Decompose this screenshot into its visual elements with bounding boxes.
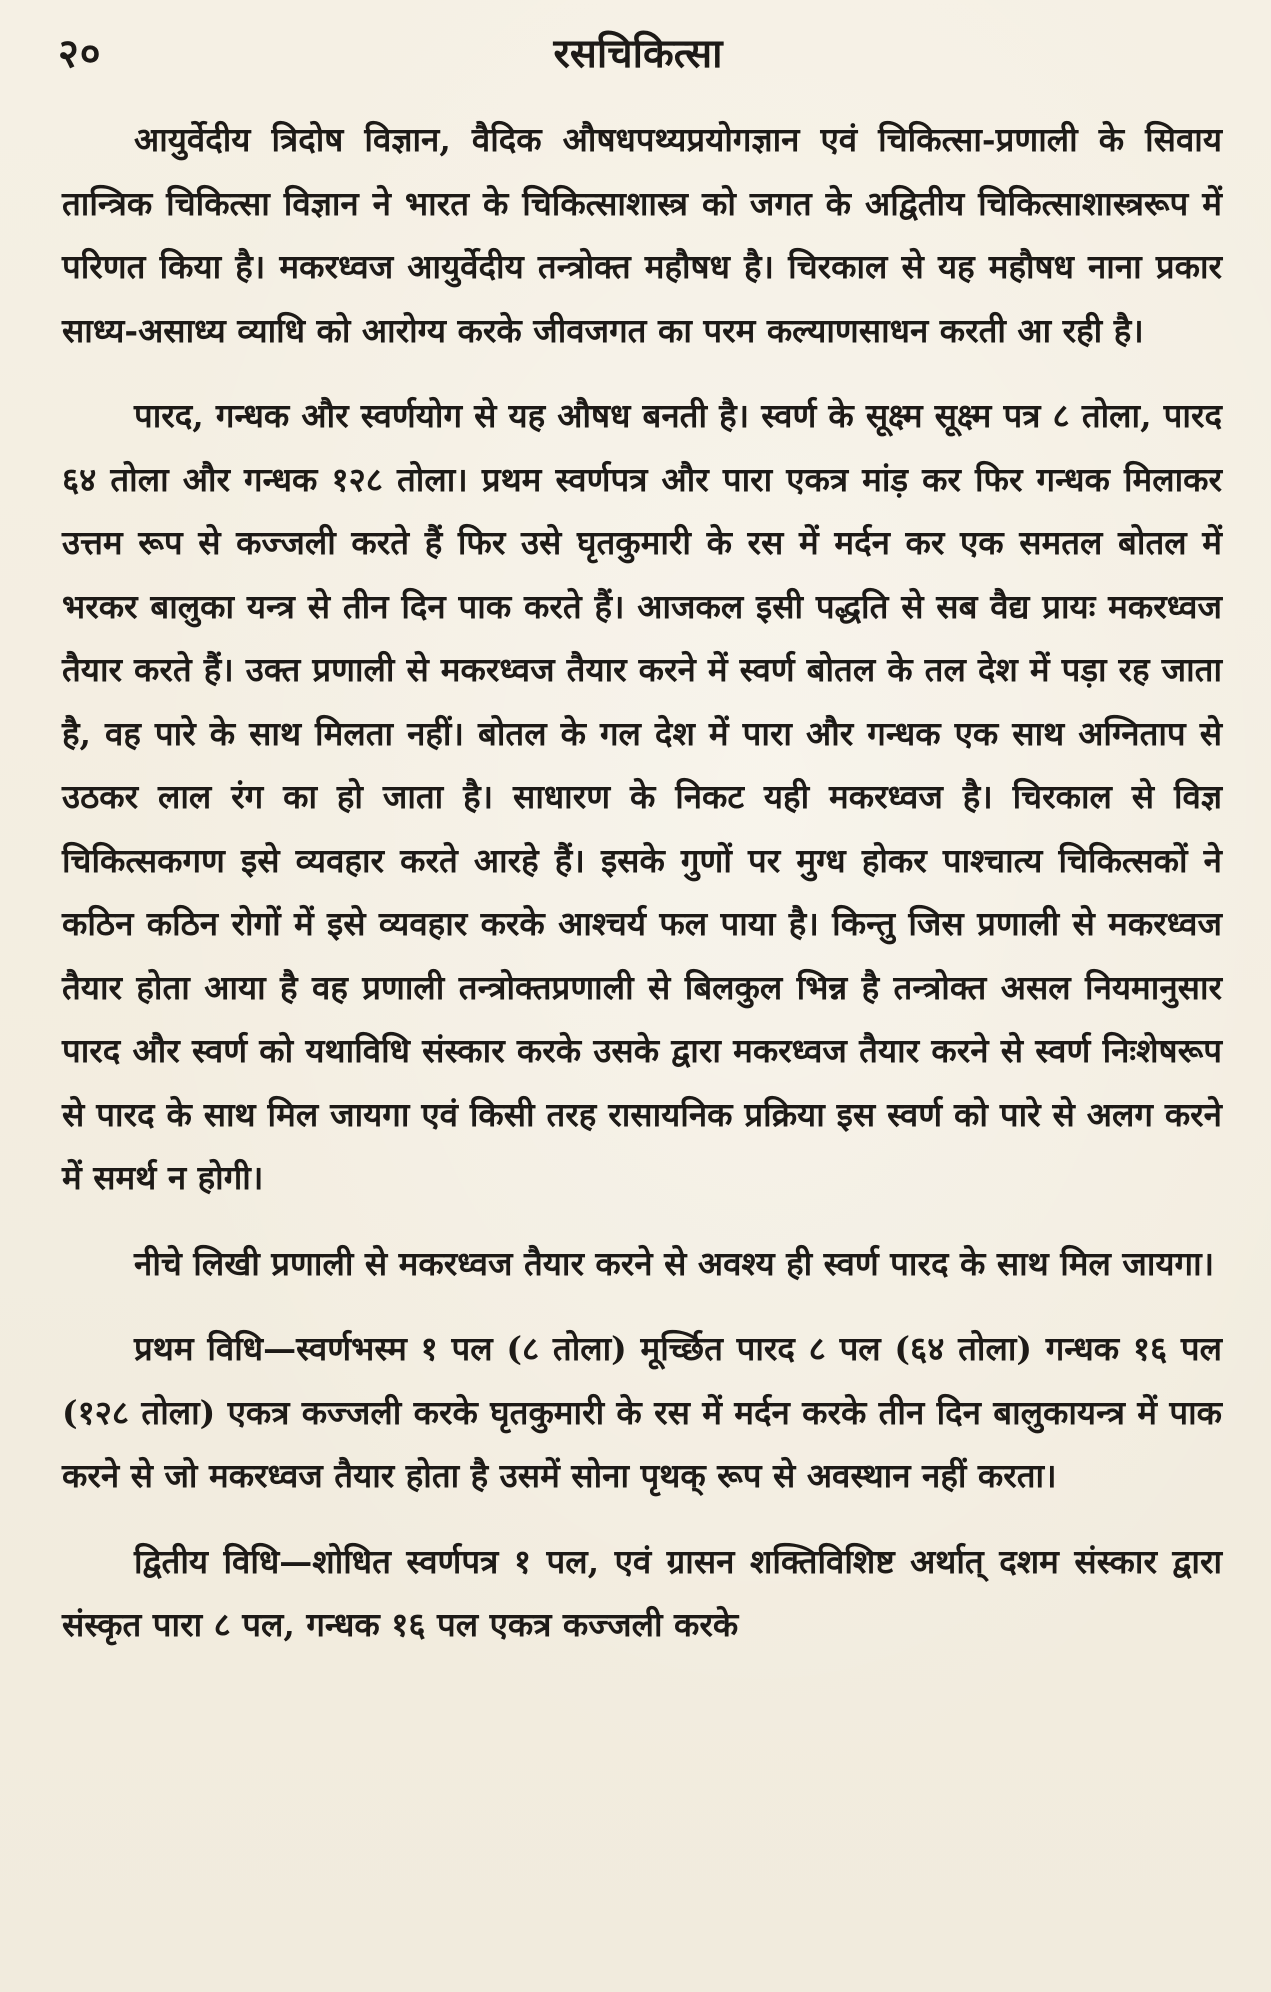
paragraph-3-text: नीचे लिखी प्रणाली से मकरध्वज तैयार करने से अवश्य ही स्वर्ण पारद के साथ मिल जायगा। bbox=[134, 1243, 1215, 1283]
page-header bbox=[58, 14, 1218, 84]
paragraph-1-text: आयुर्वेदीय त्रिदोष विज्ञान, वैदिक औषधपथ्यप्रयोगज्ञान एवं चिकित्सा-प्रणाली के सिवाय तान्त्रिक चिकित्सा विज्ञान ने भारत के चिकित्साशास्त्र को जगत के अद्वितीय चिकित्साशास्त्ररूप में परिणत किया है। मकरध्वज आयुर्वेदीय तन्त्रोक्त महौषध है। चिरकाल से यह महौषध नाना प्रकार साध्य-असाध्य व्याधि को आरोग्य करके जीवजगत का परम कल्याणसाधन करती आ रही है। bbox=[62, 120, 1222, 350]
paragraph-5-text: —शोधित स्वर्णपत्र १ पल, एवं ग्रासन शक्तिविशिष्ट अर्थात् दशम संस्कार द्वारा संस्कृत पारा ८ पल, गन्धक १६ पल एकत्र कज्जली करके bbox=[62, 1541, 1222, 1644]
paragraph-2-text: पारद, गन्धक और स्वर्णयोग से यह औषध बनती है। स्वर्ण के सूक्ष्म सूक्ष्म पत्र ८ तोला, पारद ६४ तोला और गन्धक १२८ तोला। प्रथम स्वर्णपत्र और पारा एकत्र मांड़ कर फिर गन्धक मिलाकर उत्तम रूप से कज्जली करते हैं फिर उसे घृतकुमारी के रस में मर्दन कर एक समतल बोतल में भरकर बालुका यन्त्र से तीन दिन पाक करते हैं। आजकल इसी पद्धति से सब वैद्य प्रायः मकरध्वज तैयार करते हैं। उक्त प्रणाली से मकरध्वज तैयार करने में स्वर्ण बोतल के तल देश में पड़ा रह जाता है, वह पारे के साथ मिलता नहीं। बोतल के गल देश में पारा और गन्धक एक साथ अग्निताप से उठकर लाल रंग का हो जाता है। साधारण के निकट यही मकरध्वज है। चिरकाल से विज्ञ चिकित्सकगण इसे व्यवहार करते आरहे हैं। इसके गुणों पर मुग्ध होकर पाश्चात्य चिकित्सकों ने कठिन कठिन रोगों में इसे व्यवहार करके आश्चर्य फल पाया है। किन्तु जिस प्रणाली से मकरध्वज तैयार होता आया है वह प्रणाली तन्त्रोक्तप्रणाली से बिलकुल भिन्न है तन्त्रोक्त असल नियमानुसार पारद और स्वर्ण को यथाविधि संस्कार करके उसके द्वारा मकरध्वज तैयार करने से स्वर्ण निःशेषरूप से पारद के साथ मिल जायगा एवं किसी तरह रासायनिक प्रक्रिया इस स्वर्ण को पारे से अलग करने में समर्थ न होगी। bbox=[62, 396, 1222, 1197]
paragraph-4 bbox=[62, 1317, 1222, 1508]
paragraph-3 bbox=[62, 1232, 1222, 1296]
page-number: २० bbox=[58, 30, 102, 77]
paragraph-5-heading: द्वितीय विधि bbox=[134, 1541, 280, 1581]
paragraph-1 bbox=[62, 108, 1222, 362]
running-title: रसचिकित्सा bbox=[553, 30, 723, 77]
paragraph-2 bbox=[62, 384, 1222, 1210]
paragraph-4-heading: प्रथम विधि bbox=[134, 1329, 264, 1368]
paragraph-5 bbox=[62, 1530, 1222, 1657]
paragraph-4-text: —स्वर्णभस्म १ पल (८ तोला) मूर्च्छित पारद ८ पल (६४ तोला) गन्धक १६ पल (१२८ तोला) एकत्र कज्जली करके घृतकुमारी के रस में मर्दन करके तीन दिन बालुकायन्त्र में पाक करने से जो मकरध्वज तैयार होता है उसमें सोना पृथक् रूप से अवस्थान नहीं करता। bbox=[62, 1329, 1222, 1495]
body-text bbox=[62, 108, 1222, 1679]
